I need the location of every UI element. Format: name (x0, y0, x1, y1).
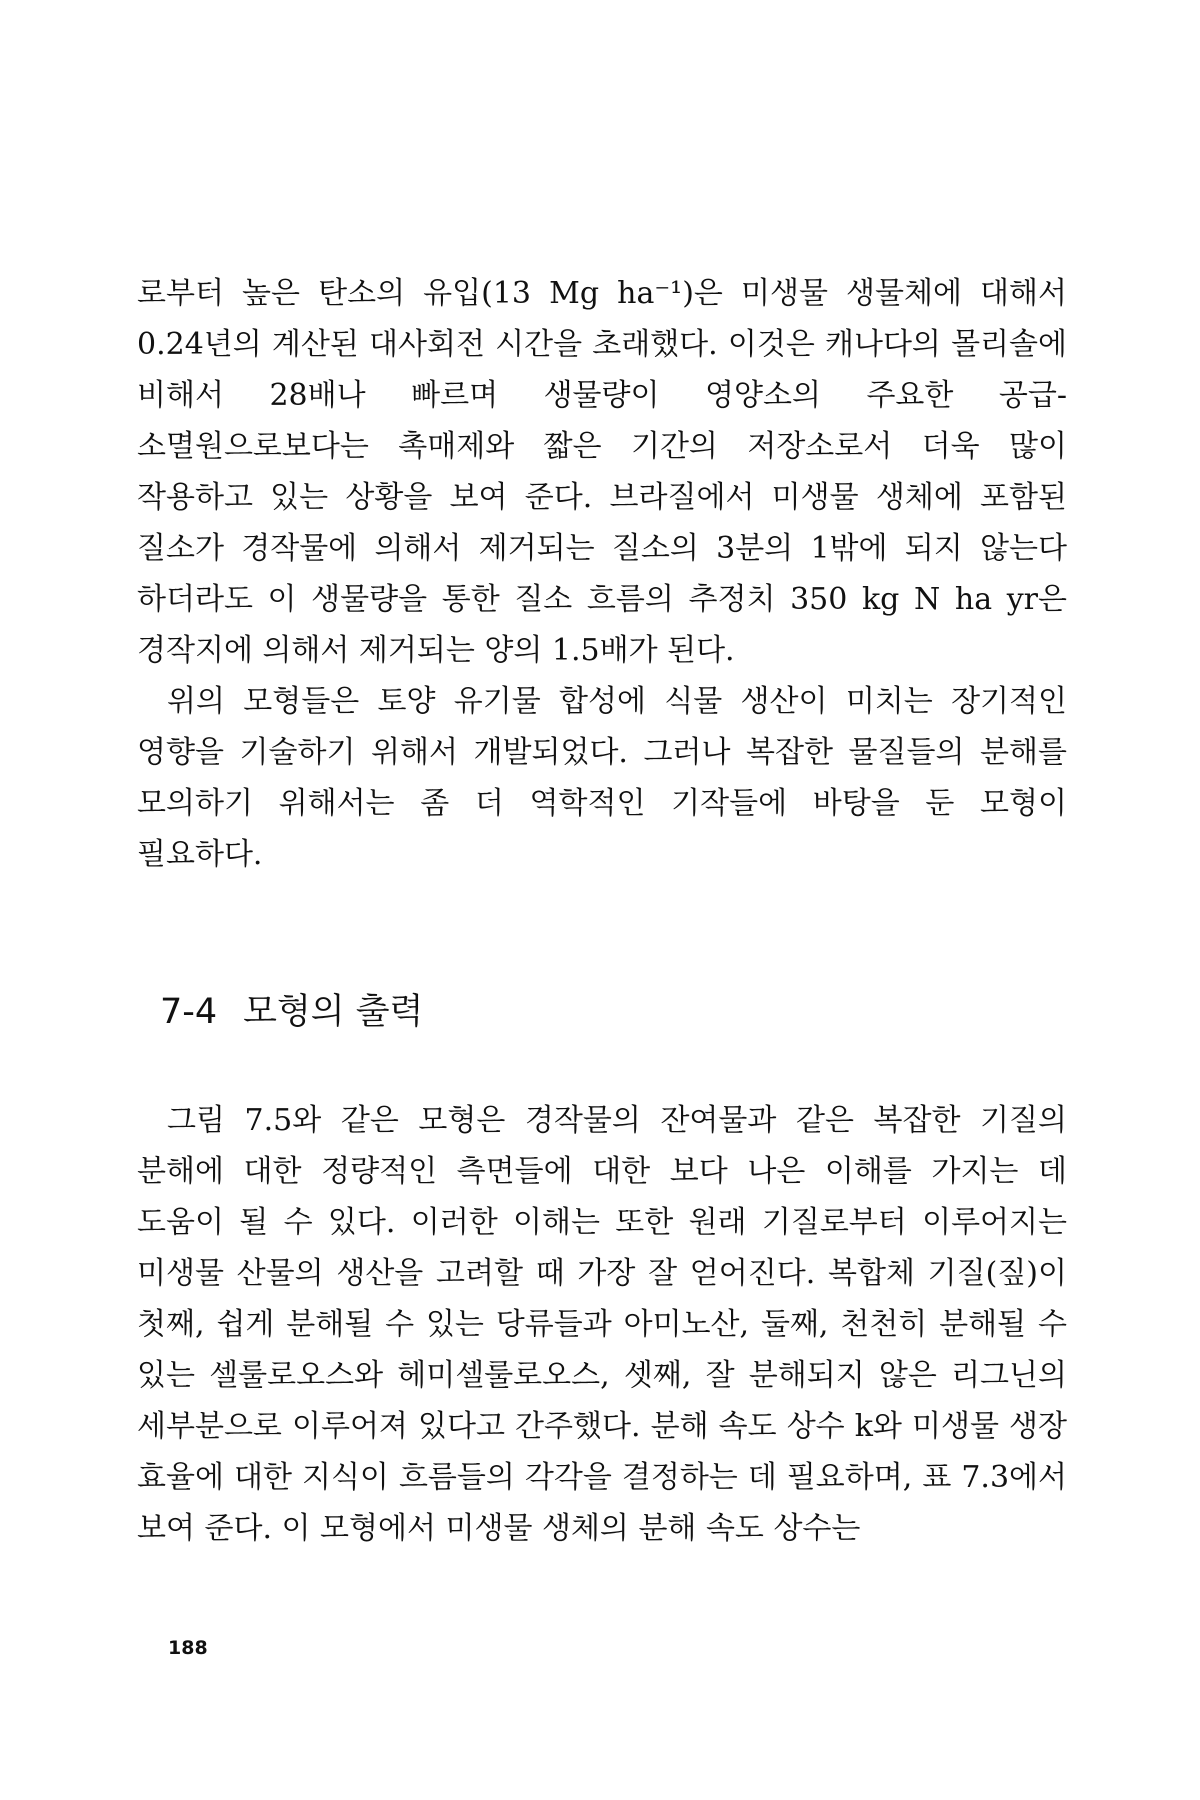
page-number: 188 (168, 1637, 208, 1659)
paragraph-continuation: 로부터 높은 탄소의 유입(13 Mg ha⁻¹)은 미생물 생물체에 대해서 0.24년의 계산된 대사회전 시간을 초래했다. 이것은 캐나다의 몰리솔에 비해서 28배나 빠르며 생물량이 영양소의 주요한 공급-소멸원으로보다는 촉매제와 짧은 기간의 저장소로서 더욱 많이 작용하고 있는 상황을 보여 준다. 브라질에서 미생물 생체에 포함된 질소가 경작물에 의해서 제거되는 질소의 3분의 1밖에 되지 않는다 하더라도 이 생물량을 통한 질소 흐름의 추정치 350 kg N ha yr은 경작지에 의해서 제거되는 양의 1.5배가 된다. (137, 276, 1067, 668)
paragraph-models-summary: 위의 모형들은 토양 유기물 합성에 식물 생산이 미치는 장기적인 영향을 기술하기 위해서 개발되었다. 그러나 복잡한 물질들의 분해를 모의하기 위해서는 좀 더 역학적인 기작들에 바탕을 둔 모형이 필요하다. (137, 684, 1067, 872)
paragraph-model-output: 그림 7.5와 같은 모형은 경작물의 잔여물과 같은 복잡한 기질의 분해에 대한 정량적인 측면들에 대한 보다 나은 이해를 가지는 데 도움이 될 수 있다. 이러한 이해는 또한 원래 기질로부터 이루어지는 미생물 산물의 생산을 고려할 때 가장 잘 얻어진다. 복합체 기질(짚)이 첫째, 쉽게 분해될 수 있는 당류들과 아미노산, 둘째, 천천히 분해될 수 있는 셀룰로오스와 헤미셀룰로오스, 셋째, 잘 분해되지 않은 리그닌의 세부분으로 이루어져 있다고 간주했다. 분해 속도 상수 k와 미생물 생장 효율에 대한 지식이 흐름들의 각각을 결정하는 데 필요하며, 표 7.3에서 보여 준다. 이 모형에서 미생물 생체의 분해 속도 상수는 (137, 1103, 1067, 1546)
body-text-bottom (137, 1095, 1067, 1554)
section-title: 모형의 출력 (243, 992, 424, 1032)
section-heading (160, 990, 423, 1034)
section-number: 7-4 (160, 992, 218, 1032)
body-text-top (137, 268, 1067, 880)
